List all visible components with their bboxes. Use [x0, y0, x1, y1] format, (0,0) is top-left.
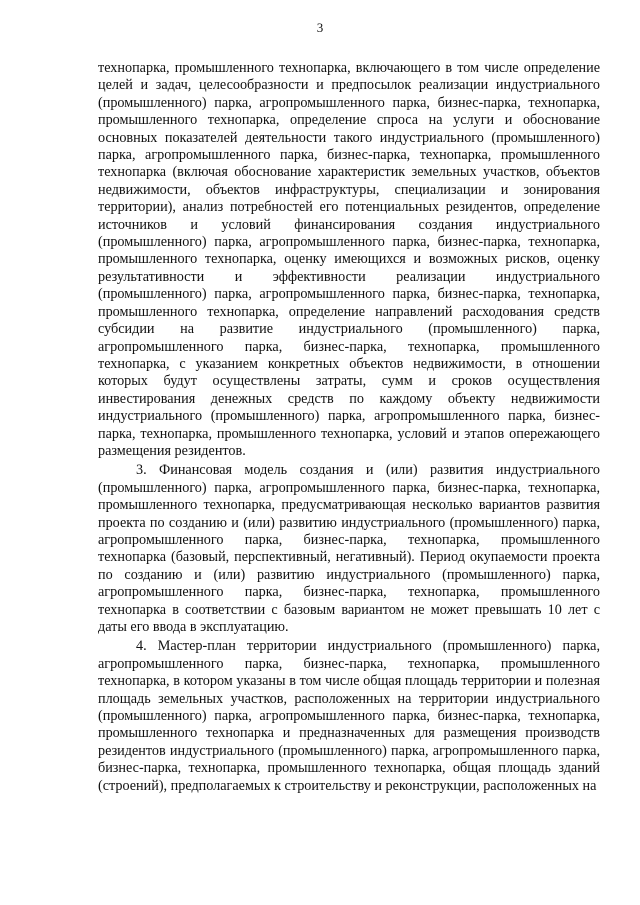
page-number: 3: [316, 20, 324, 35]
paragraph-master-plan: 4. Мастер-план территории индустриального (промышленного) парка, агропромышленного парка, бизнес-парка, технопарка, промышленного технопарка, в котором указаны в том числе общая площадь территории и полезная площадь земельных участков, расположенных на территории индустриального (промышленного) парка, агропромышленного парка, бизнес-парка, технопарка, промышленного технопарка и предназначенных для размещения производств резидентов индустриального (промышленного) парка, агропромышленного парка, бизнес-парка, технопарка, промышленного технопарка, общая площадь зданий (строений), предполагаемых к строительству и реконструкции, расположенных на: [98, 638, 600, 794]
paragraph-continuation: технопарка, промышленного технопарка, включающего в том числе определение целей и задач, целесообразности и предпосылок реализации индустриального (промышленного) парка, агропромышленного парка, бизнес-парка, технопарка, промышленного технопарка, определение спроса на услуги и обоснование основных показателей деятельности такого индустриального (промышленного) парка, агропромышленного парка, бизнес-парка, технопарка, промышленного технопарка (включая обоснование характеристик земельных участков, объектов недвижимости, объектов инфраструктуры, специализации и зонирования территории), анализ потребностей его потенциальных резидентов, определение источников и условий финансирования создания индустриального (промышленного) парка, агропромышленного парка, бизнес-парка, технопарка, промышленного технопарка, оценку имеющихся и возможных рисков, оценку результативности и эффективности реализации индустриального (промышленного) парка, агропромышленного парка, бизнес-парка, технопарка, промышленного технопарка, определение направлений расходования средств субсидии на развитие индустриального (промышленного) парка, агропромышленного парка, бизнес-парка, технопарка, промышленного технопарка, с указанием конкретных объектов недвижимости, в отношении которых будут осуществлены затраты, сумм и сроков осуществления инвестирования денежных средств по каждому объекту недвижимости индустриального (промышленного) парка, агропромышленного парка, бизнес-парка, технопарка, промышленного технопарка, условий и этапов опережающего размещения резидентов.: [98, 60, 600, 459]
document-body: [98, 60, 600, 795]
paragraph-financial-model: 3. Финансовая модель создания и (или) развития индустриального (промышленного) парка, агропромышленного парка, бизнес-парка, технопарка, промышленного технопарка, предусматривающая несколько вариантов развития проекта по созданию и (или) развитию индустриального (промышленного) парка, агропромышленного парка, бизнес-парка, технопарка, промышленного технопарка (базовый, перспективный, негативный). Период окупаемости проекта по созданию и (или) развитию индустриального (промышленного) парка, агропромышленного парка, бизнес-парка, технопарка, промышленного технопарка в соответствии с базовым вариантом не может превышать 10 лет с даты его ввода в эксплуатацию.: [98, 462, 600, 635]
